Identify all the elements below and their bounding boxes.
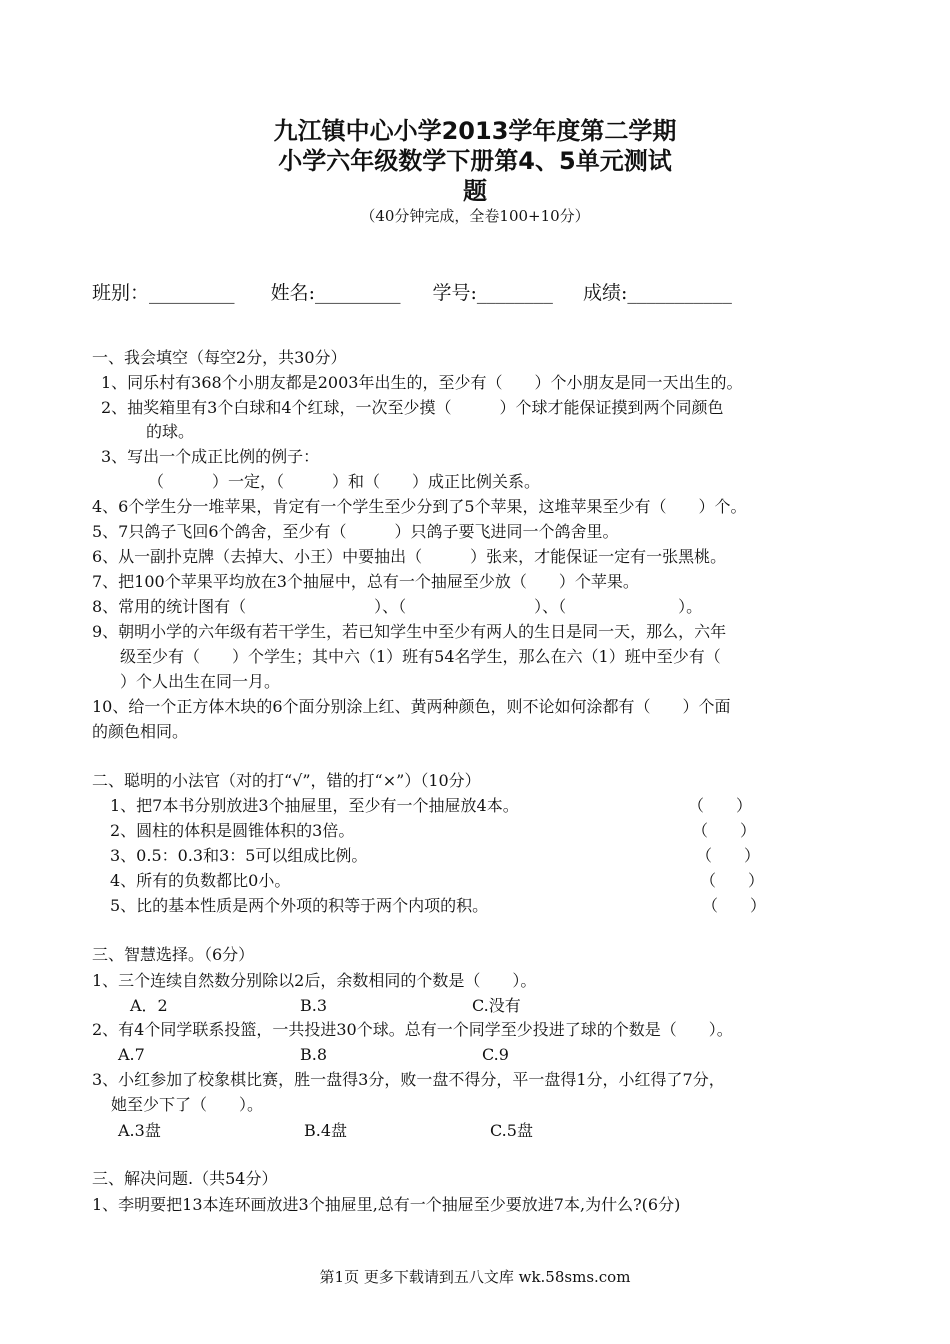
section-heading: 一、我会填空（每空2分，共30分） (92, 348, 347, 367)
score-field: 成绩:___________ (582, 282, 732, 304)
answer-blank: （ ） (696, 846, 761, 865)
choice-question-continued: 她至少下了（ ）。 (111, 1095, 264, 1114)
question-line: 5、7只鸽子飞回6个鸽舍，至少有（ ）只鸽子要飞进同一个鸽舍里。 (92, 522, 619, 541)
option-a: A.7 (118, 1045, 145, 1064)
answer-blank: （ ） (688, 796, 753, 815)
page-title-line-1: 九江镇中心小学2013学年度第二学期 (273, 117, 677, 145)
question-line: 10、给一个正方体木块的6个面分别涂上红、黄两种颜色，则不论如何涂都有（ ）个面 (92, 697, 731, 716)
problem-question: 1、李明要把13本连环画放进3个抽屉里,总有一个抽屉至少要放进7本,为什么?(6分) (92, 1195, 681, 1214)
judgement-item: 4、所有的负数都比0小。 (110, 871, 291, 890)
question-line: 1、同乐村有368个小朋友都是2003年出生的，至少有（ ）个小朋友是同一天出生的。 (101, 373, 743, 392)
question-line: 2、抽奖箱里有3个白球和4个红球，一次至少摸（ ）个球才能保证摸到两个同颜色 (101, 398, 724, 417)
exam-subtitle: （40分钟完成，全卷100+10分） (360, 207, 590, 225)
answer-blank: （ ） (692, 821, 757, 840)
section-heading: 三、解决问题.（共54分） (92, 1169, 278, 1188)
question-line: 3、写出一个成正比例的例子： (101, 447, 320, 466)
student-number-field: 学号:________ (432, 282, 553, 304)
choice-question: 1、三个连续自然数分别除以2后，余数相同的个数是（ ）。 (92, 971, 537, 990)
option-b: B.4盘 (304, 1121, 348, 1140)
option-a: A.3盘 (118, 1121, 161, 1140)
page-title-line-2: 小学六年级数学下册第4、5单元测试 (278, 147, 672, 175)
page-title-line-3: 题 (463, 177, 487, 205)
question-line: 的颜色相同。 (92, 722, 189, 741)
question-line: 8、常用的统计图有（ ）、（ ）、（ ）。 (92, 597, 703, 616)
question-line: 的球。 (146, 422, 195, 441)
class-field: 班别：_________ (92, 282, 235, 304)
page-footer: 第1页 更多下载请到五八文库 wk.58sms.com (319, 1268, 631, 1286)
student-info-row (92, 278, 732, 305)
question-line: 级至少有（ ）个学生；其中六（1）班有54名学生，那么在六（1）班中至少有（ (120, 647, 721, 666)
option-b: B.3 (300, 996, 328, 1015)
section-heading: 二、聪明的小法官（对的打“√”，错的打“×”）（10分） (92, 771, 481, 790)
judgement-item: 2、圆柱的体积是圆锥体积的3倍。 (110, 821, 355, 840)
question-line: 9、朝明小学的六年级有若干学生，若已知学生中至少有两人的生日是同一天，那么，六年 (92, 622, 727, 641)
judgement-item: 5、比的基本性质是两个外项的积等于两个内项的积。 (110, 896, 489, 915)
option-a: A．2 (130, 996, 168, 1015)
section-heading: 三、智慧选择。（6分） (92, 945, 255, 964)
answer-blank: （ ） (702, 896, 767, 915)
question-line: 6、从一副扑克牌（去掉大、小王）中要抽出（ ）张来，才能保证一定有一张黑桃。 (92, 547, 727, 566)
question-line: （ ）一定，（ ）和（ ）成正比例关系。 (148, 472, 541, 491)
choice-question: 3、小红参加了校象棋比赛，胜一盘得3分，败一盘不得分，平一盘得1分，小红得了7分， (92, 1070, 725, 1089)
name-field: 姓名:_________ (270, 282, 401, 304)
option-b: B.8 (300, 1045, 328, 1064)
question-line: 7、把100个苹果平均放在3个抽屉中，总有一个抽屉至少放（ ）个苹果。 (92, 572, 639, 591)
question-line: 4、6个学生分一堆苹果，肯定有一个学生至少分到了5个苹果，这堆苹果至少有（ ）个。 (92, 497, 747, 516)
option-c: C.9 (482, 1045, 509, 1064)
question-line: ）个人出生在同一月。 (120, 672, 281, 691)
judgement-item: 3、0.5：0.3和3：5可以组成比例。 (110, 846, 368, 865)
option-c: C.5盘 (490, 1121, 533, 1140)
judgement-item: 1、把7本书分别放进3个抽屉里，至少有一个抽屉放4本。 (110, 796, 519, 815)
choice-question: 2、有4个同学联系投篮，一共投进30个球。总有一个同学至少投进了球的个数是（ ）。 (92, 1020, 733, 1039)
option-c: C.没有 (472, 996, 521, 1015)
answer-blank: （ ） (700, 871, 765, 890)
